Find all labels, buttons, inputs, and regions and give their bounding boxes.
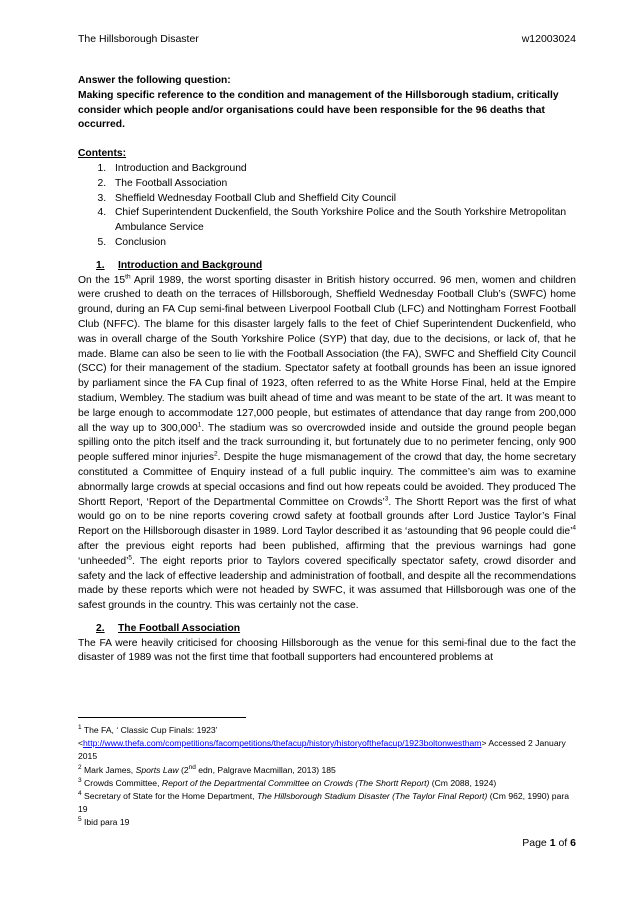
- contents-item: 5. Conclusion: [109, 236, 576, 251]
- footnote-text: (Cm 2088, 1924): [429, 777, 497, 788]
- text-run: after the previous eight reports had been published, affirming that the previous warnings had gone ‘unheeded’: [78, 540, 576, 567]
- contents-item: 4. Chief Superintendent Duckenfield, the South Yorkshire Police and the South Yorkshire Metropolitan Ambulance Service: [109, 206, 576, 236]
- page-current: 1: [549, 837, 556, 849]
- ordinal-sup: th: [125, 273, 131, 281]
- footnote-text: (2: [178, 764, 189, 775]
- footnote-ref: 4: [572, 524, 576, 532]
- footnote-separator: [78, 717, 246, 718]
- text-run: . The stadium was so overcrowded inside and outside the ground people began spilling onto the pitch itself and the track surrounding it, but fortunately due to no perimeter fencing, only 900 people suffered minor injuries: [78, 422, 577, 464]
- text-run: . The eight reports prior to Taylors covered specifically spectator safety, crowd disorder and safety and the lack of effective leadership and administration of football, and despite all the recommendations made by these reports which were not headed by SWFC, it was assumed that Hillsborough was one of the safest grounds in the country. This was certainly not the case.: [78, 555, 576, 612]
- footnote-number: 1: [78, 724, 82, 732]
- contents-item: 2. The Football Association: [109, 177, 576, 192]
- header-title: The Hillsborough Disaster: [78, 33, 199, 45]
- footnote-number: 3: [78, 776, 82, 784]
- footnote-text: The FA, ‘ Classic Cup Finals: 1923’: [83, 725, 218, 735]
- section-2-number: 2.: [96, 622, 105, 634]
- page-total: 6: [570, 837, 576, 849]
- footnotes: [78, 724, 576, 830]
- text-run: . Despite the huge mismanagement of the crowd that day, the home secretary constituted a Committee of Enquiry instead of a full public inquiry. The committee’s aim was to examine abnormally large crowds at special occasions and find out how repeats could be avoided. They produced The Shortt Report, ‘Report of the Departmental Committee on Crowds’: [78, 452, 576, 508]
- section-2-paragraph: The FA were heavily criticised for choosing Hillsborough as the venue for this semi-final due to the fact the disaster of 1989 was not the first time that football supporters had encountered problems at: [78, 637, 576, 664]
- footnote-text: Mark James,: [84, 764, 136, 775]
- ordinal-sup: nd: [188, 763, 196, 771]
- footnote-number: 4: [78, 790, 82, 798]
- contents-item: 1. Introduction and Background: [109, 162, 576, 177]
- section-2-heading: [78, 622, 576, 637]
- footnote-ref: 3: [384, 495, 389, 503]
- page-footer: [522, 837, 576, 849]
- footnote-text: edn, Palgrave Macmillan, 2013) 185: [195, 764, 336, 775]
- footnote-3: [78, 777, 576, 790]
- footnote-text: (Cm 962, 1990) para 19: [78, 791, 569, 815]
- footnote-text: <: [78, 738, 84, 749]
- document-body: [78, 74, 576, 666]
- footnote-5: [78, 816, 576, 829]
- contents-title: Contents:: [78, 148, 127, 160]
- contents-list: [78, 162, 576, 251]
- footnote-ref: 1: [197, 421, 202, 429]
- footnote-text: Secretary of State for the Home Department,: [84, 791, 257, 802]
- text-run: . The Shortt Report was the first of what would go on to be nine reports covering crowd safety at football grounds after Lord Justice Taylor’s Final Report on the Hillsborough disaster in 1989. Lord Taylor described it as ‘astounding that 96 people could die’: [78, 496, 576, 538]
- section-1-paragraph: [78, 274, 576, 614]
- footnote-1: [78, 724, 576, 764]
- footnote-ref: 5: [128, 554, 133, 562]
- footnote-link[interactable]: http://www.thefa.com/competitions/facompetitions/thefacup/history/historyofthefacup/1923boltonwestham: [83, 738, 482, 749]
- section-1-title: Introduction and Background: [118, 259, 263, 271]
- footnote-italic: Sports Law: [135, 764, 179, 775]
- footnote-4: [78, 790, 576, 816]
- footnote-2: [78, 764, 576, 777]
- header-student-id: w12003024: [521, 33, 576, 45]
- page-label: Page: [522, 837, 547, 849]
- footnote-ref: 2: [213, 450, 218, 458]
- text-run: On the 15: [78, 274, 126, 286]
- footnote-italic: The Hillsborough Stadium Disaster (The Taylor Final Report): [256, 791, 488, 802]
- footnote-text: > Accessed 2 January 2015: [78, 738, 566, 762]
- footnote-italic: Report of the Departmental Committee on Crowds (The Shortt Report): [161, 777, 430, 788]
- section-1-heading: [78, 259, 576, 274]
- footnote-number: 5: [78, 816, 82, 824]
- page-of: of: [558, 837, 568, 849]
- question-heading: Answer the following question:: [78, 75, 231, 86]
- footnote-text: Ibid para 19: [84, 817, 130, 828]
- footnote-number: 2: [78, 763, 82, 771]
- section-1-number: 1.: [96, 259, 105, 271]
- section-2-title: The Football Association: [118, 622, 241, 634]
- contents-item: 3. Sheffield Wednesday Football Club and Sheffield City Council: [109, 192, 576, 207]
- question-text: Making specific reference to the condition and management of the Hillsborough stadium, critically consider which people and/or organisations could have been responsible for the 96 deaths that occurred.: [78, 89, 559, 131]
- footnote-text: Crowds Committee,: [84, 777, 162, 788]
- text-run: April 1989, the worst sporting disaster in British history occurred. 96 men, women and children were crushed to death on the terraces of Hillsborough, Sheffield Wednesday Football Club’s (SWFC) home ground, during an FA Cup semi-final between Liverpool Football Club (LFC) and Nottingham Forrest Football Club (NFFC). The blame for this disaster largely falls to the feet of Chief Superintendent Duckenfield, who was in overall charge of the South Yorkshire Police (SYP) that day, due to the decisions, or lack of, that he made. Blame can also be seen to lie with the Football Association (the FA), SWFC and Sheffield City Council (SCC) for their management of the stadium. Spectator safety at football grounds has been an issue ignored by parliament since the FA Cup final of 1923, often referred to as the White Horse Final, held at the Empire stadium, Wembley. The stadium was built ahead of time and was meant to be state of the art. It was meant to be large enough to accommodate 127,000 people, but estimates of attendance that day range from 200,000 all the way up to 300,000: [78, 274, 576, 434]
